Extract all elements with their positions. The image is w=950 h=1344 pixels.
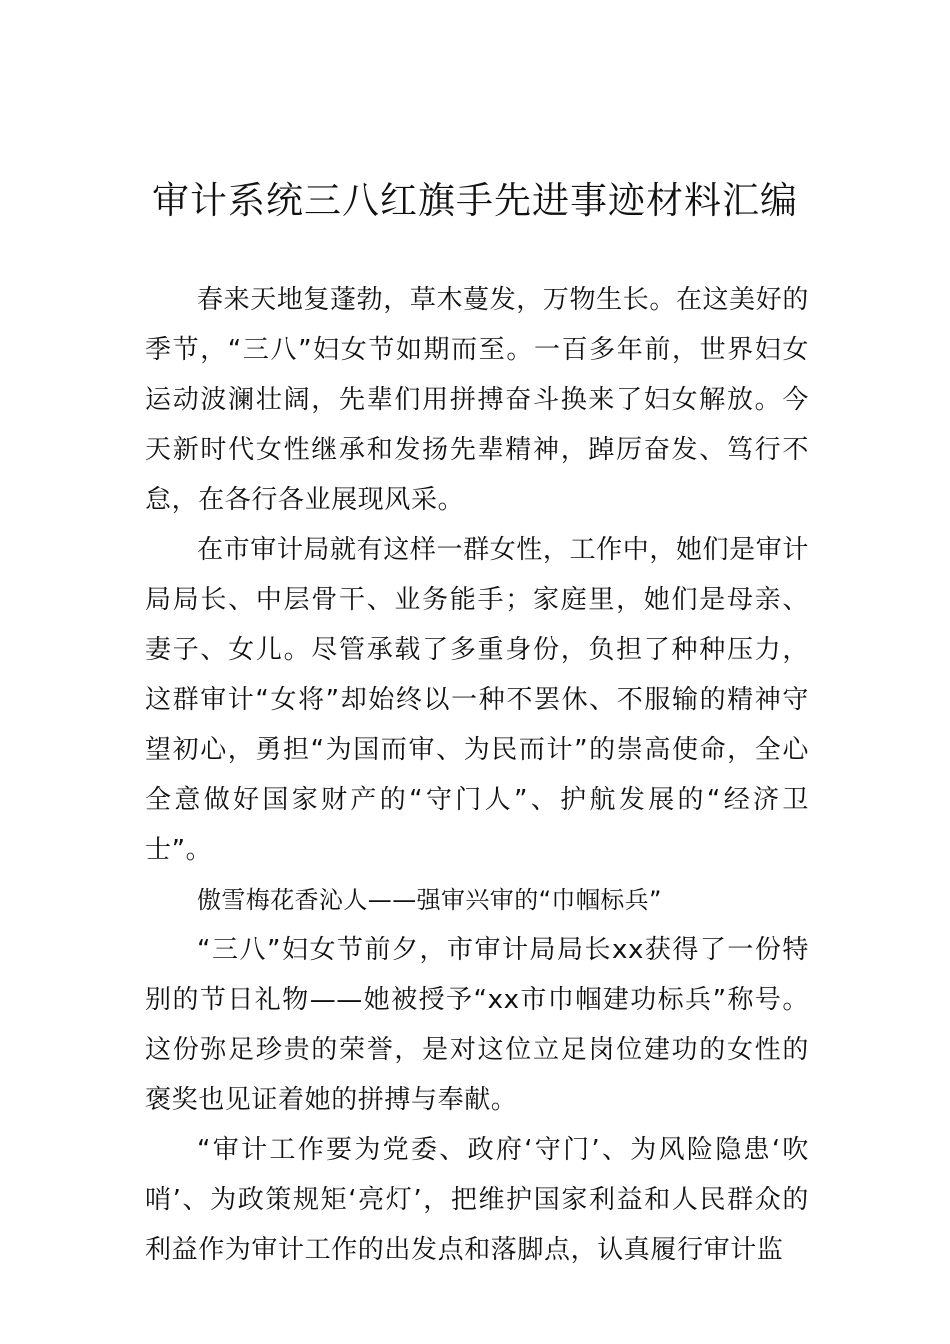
document-body — [145, 275, 809, 1275]
document-title: 审计系统三八红旗手先进事迹材料汇编 — [152, 179, 798, 222]
paragraph-intro: 春来天地复蓬勃，草木蔓发，万物生长。在这美好的季节，“三八”妇女节如期而至。一百多年前，世界妇女运动波澜壮阔，先辈们用拼搏奋斗换来了妇女解放。今天新时代女性继承和发扬先辈精神，踔厉奋发、笃行不怠，在各行各业展现风采。 — [145, 285, 809, 515]
section-heading: 傲雪梅花香沁人——强审兴审的“巾帼标兵” — [197, 886, 662, 914]
paragraph-women-auditors: 在市审计局就有这样一群女性，工作中，她们是审计局局长、中层骨干、业务能手；家庭里，她们是母亲、妻子、女儿。尽管承载了多重身份，负担了种种压力，这群审计“女将”却始终以一种不罢休、不服输的精神守望初心，勇担“为国而审、为民而计”的崇高使命，全心全意做好国家财产的“守门人”、护航发展的“经济卫士”。 — [145, 535, 809, 865]
paragraph-quote: “审计工作要为党委、政府‘守门’、为风险隐患‘吹哨’、为政策规矩‘亮灯’，把维护国家利益和人民群众的利益作为审计工作的出发点和落脚点，认真履行审计监 — [145, 1135, 809, 1265]
paragraph-award: “三八”妇女节前夕，市审计局局长xx获得了一份特别的节日礼物——她被授予“xx市巾帼建功标兵”称号。这份弥足珍贵的荣誉，是对这位立足岗位建功的女性的褒奖也见证着她的拼搏与奉献。 — [145, 935, 809, 1115]
